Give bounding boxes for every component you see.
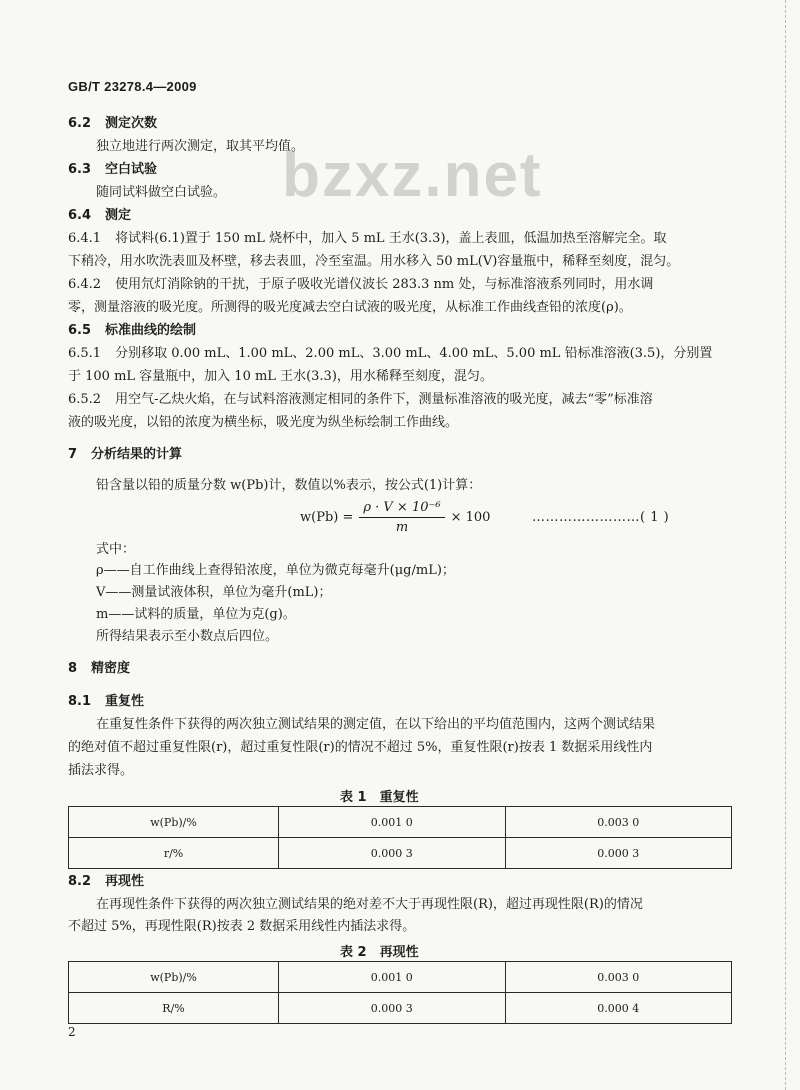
- table-cell: 0.001 0: [279, 807, 505, 838]
- section-number: 7: [68, 447, 78, 462]
- section-title: 再现性: [105, 874, 145, 889]
- table-cell: 0.000 3: [279, 993, 505, 1024]
- paragraph-text: 分别移取 0.00 mL、1.00 mL、2.00 mL、3.00 mL、4.00 mL、5.00 mL 铅标准溶液(3.5)，分别置: [115, 346, 713, 361]
- formula-lhs: w(Pb) =: [300, 510, 354, 525]
- section-6-5-heading: [68, 323, 196, 339]
- section-number: 6.4.2: [68, 277, 102, 292]
- table-cell: 0.001 0: [279, 962, 505, 993]
- page-number: 2: [68, 1025, 76, 1039]
- section-title: 测定: [105, 208, 132, 223]
- section-8-2-line2: 不超过 5%，再现性限(R)按表 2 数据采用线性内插法求得。: [68, 919, 416, 934]
- section-8-2-heading: [68, 874, 144, 890]
- section-6-4-heading: [68, 208, 131, 224]
- formula-fraction: [359, 500, 444, 535]
- result-precision-note: 所得结果表示至小数点后四位。: [96, 629, 279, 644]
- watermark: bzxz.net: [282, 141, 543, 210]
- section-6-5-2-line2: 液的吸光度，以铅的浓度为横坐标，吸光度为纵坐标绘制工作曲线。: [68, 415, 459, 430]
- formula-denominator: m: [395, 520, 409, 535]
- section-6-2-heading: [68, 116, 157, 132]
- section-8-1-heading: [68, 694, 144, 710]
- formula-number: ……………………( 1 ): [532, 510, 670, 525]
- section-title: 精密度: [91, 661, 131, 676]
- formula-rhs: × 100: [450, 510, 491, 525]
- table-1-caption: 表 1 重复性: [340, 790, 419, 805]
- section-number: 6.3: [68, 162, 92, 177]
- table-2: [68, 961, 732, 1024]
- section-number: 8.1: [68, 694, 92, 709]
- section-title: 分析结果的计算: [91, 447, 183, 462]
- table-cell: 0.003 0: [505, 807, 731, 838]
- table-cell: 0.000 3: [279, 838, 505, 869]
- section-6-4-2-line1: [68, 277, 653, 293]
- table-row: [69, 962, 732, 993]
- section-title: 重复性: [105, 694, 145, 709]
- page-edge-line: [784, 0, 786, 1090]
- section-6-3-body: 随同试料做空白试验。: [96, 185, 227, 200]
- section-7-intro: 铅含量以铅的质量分数 w(Pb)计，数值以%表示，按公式(1)计算：: [96, 478, 482, 493]
- section-title: 空白试验: [105, 162, 158, 177]
- table-cell: 0.000 3: [505, 838, 731, 869]
- table-row: [69, 993, 732, 1024]
- table-cell: 0.000 4: [505, 993, 731, 1024]
- section-7-heading: [68, 447, 182, 463]
- formula-numerator: ρ · V × 10⁻⁶: [359, 500, 444, 518]
- table-1: [68, 806, 732, 869]
- section-8-1-line3: 插法求得。: [68, 763, 134, 778]
- where-v: V——测量试液体积，单位为毫升(mL)；: [96, 585, 332, 600]
- section-6-4-1-line1: [68, 231, 667, 247]
- paragraph-text: 将试料(6.1)置于 150 mL 烧杯中，加入 5 mL 王水(3.3)，盖上表皿，低温加热至溶解完全。取: [115, 231, 667, 246]
- section-6-2-body: 独立地进行两次测定，取其平均值。: [96, 139, 305, 154]
- standard-header: GB/T 23278.4—2009: [68, 79, 197, 94]
- table-cell: w(Pb)/%: [69, 962, 279, 993]
- table-cell: R/%: [69, 993, 279, 1024]
- section-6-4-1-line2: 下稍冷，用水吹洗表皿及杯壁，移去表皿，冷至室温。用水移入 50 mL(V)容量瓶中，稀释至刻度，混匀。: [68, 254, 680, 269]
- paragraph-text: 使用氘灯消除钠的干扰，于原子吸收光谱仪波长 283.3 nm 处，与标准溶液系列同时，用水调: [115, 277, 654, 292]
- paragraph-text: 用空气-乙炔火焰，在与试料溶液测定相同的条件下，测量标准溶液的吸光度，减去“零”标准溶: [115, 392, 653, 407]
- table-row: [69, 838, 732, 869]
- section-8-heading: [68, 661, 130, 677]
- section-title: 测定次数: [105, 116, 158, 131]
- section-number: 6.5.1: [68, 346, 102, 361]
- where-rho: ρ——自工作曲线上查得铅浓度，单位为微克每毫升(μg/mL)；: [96, 563, 455, 578]
- where-intro: 式中：: [96, 542, 136, 557]
- section-8-2-line1: 在再现性条件下获得的两次独立测试结果的绝对差不大于再现性限(R)，超过再现性限(R)的情况: [96, 897, 643, 912]
- table-cell: w(Pb)/%: [69, 807, 279, 838]
- section-number: 6.2: [68, 116, 92, 131]
- section-number: 8.2: [68, 874, 92, 889]
- section-number: 6.4: [68, 208, 92, 223]
- table-cell: r/%: [69, 838, 279, 869]
- section-6-5-1-line2: 于 100 mL 容量瓶中，加入 10 mL 王水(3.3)，用水稀释至刻度，混匀。: [68, 369, 493, 384]
- section-number: 8: [68, 661, 78, 676]
- section-6-5-2-line1: [68, 392, 653, 408]
- section-title: 标准曲线的绘制: [105, 323, 197, 338]
- table-2-caption: 表 2 再现性: [340, 945, 419, 960]
- section-6-5-1-line1: [68, 346, 712, 362]
- section-6-3-heading: [68, 162, 157, 178]
- where-m: m——试料的质量，单位为克(g)。: [96, 607, 296, 622]
- section-number: 6.5.2: [68, 392, 102, 407]
- formula-1: [300, 500, 490, 535]
- section-number: 6.5: [68, 323, 92, 338]
- table-row: [69, 807, 732, 838]
- section-6-4-2-line2: 零，测量溶液的吸光度。所测得的吸光度减去空白试液的吸光度，从标准工作曲线查铅的浓度(ρ)。: [68, 300, 632, 315]
- table-cell: 0.003 0: [505, 962, 731, 993]
- section-number: 6.4.1: [68, 231, 102, 246]
- section-8-1-line2: 的绝对值不超过重复性限(r)，超过重复性限(r)的情况不超过 5%，重复性限(r)按表 1 数据采用线性内: [68, 740, 653, 755]
- section-8-1-line1: 在重复性条件下获得的两次独立测试结果的测定值，在以下给出的平均值范围内，这两个测试结果: [96, 717, 656, 732]
